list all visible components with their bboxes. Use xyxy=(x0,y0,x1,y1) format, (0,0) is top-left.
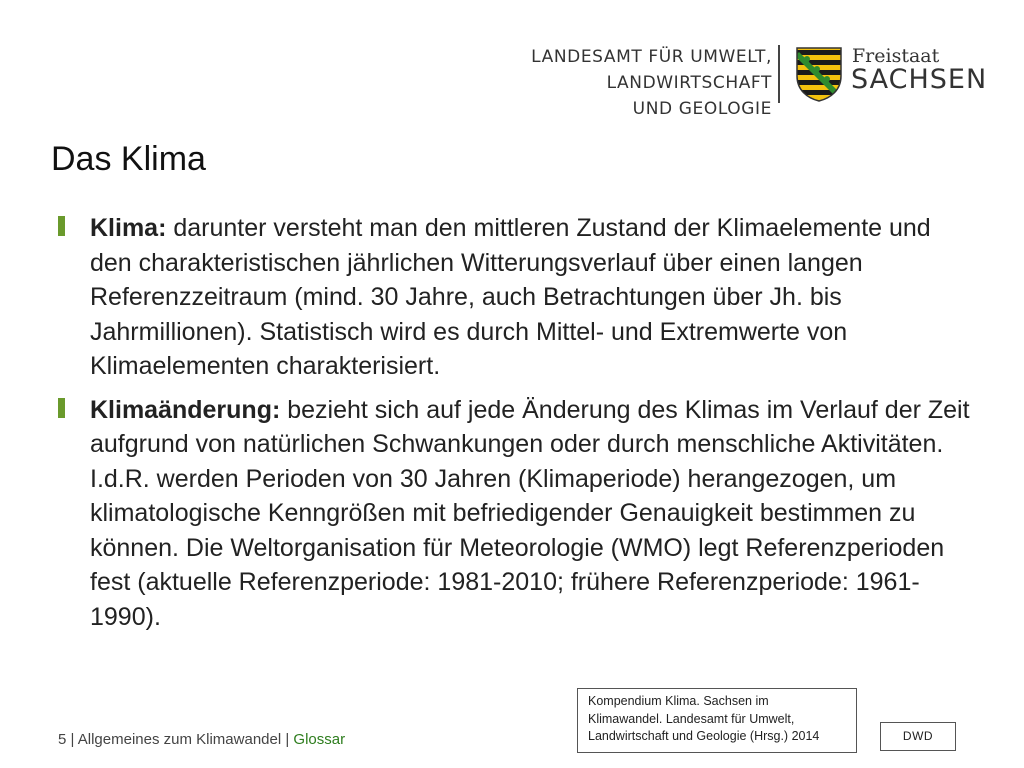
dwd-label: DWD xyxy=(880,722,956,751)
institution-line-3: UND GEOLOGIE xyxy=(632,99,772,119)
sachsen-label: SACHSEN xyxy=(851,64,988,95)
footer-separator: | xyxy=(281,731,294,748)
freistaat-label: Freistaat xyxy=(852,45,940,67)
institution-line-2: LANDWIRTSCHAFT xyxy=(606,73,772,93)
bullet-item-klimaaenderung xyxy=(58,393,978,635)
bullet-text xyxy=(90,211,978,384)
source-line-3: Landwirtschaft und Geologie (Hrsg.) 2014 xyxy=(588,729,820,743)
source-line-2: Klimawandel. Landesamt für Umwelt, xyxy=(588,711,795,726)
footer-separator: | xyxy=(66,731,78,748)
bullet-text xyxy=(90,393,978,635)
bullet-item-klima xyxy=(58,211,978,384)
bullet-marker xyxy=(58,216,65,236)
source-line-1: Kompendium Klima. Sachsen im xyxy=(588,694,769,708)
bullet-list xyxy=(58,211,978,643)
footer-breadcrumb xyxy=(58,731,345,748)
bullet-description: bezieht sich auf jede Änderung des Klimas im Verlauf der Zeit aufgrund von natürlichen Schwankungen oder durch menschliche Aktivitäten. I.d.R. werden Perioden von 30 Jahren (Klimaperiode) herangezogen, um klimatologische Kenngrößen mit befriedigender Genauigkeit bestimmen zu können. Die Weltorganisation für Meteorologie (WMO) legt Referenzperioden fest (aktuelle Referenzperiode: 1981-2010; frühere Referenzperiode: 1961-1990). xyxy=(90,395,970,631)
footer-section: Allgemeines zum Klimawandel xyxy=(77,731,282,748)
page-title: Das Klima xyxy=(51,140,206,178)
institution-name xyxy=(531,44,772,122)
logo-divider xyxy=(778,45,780,103)
institution-line-1: LANDESAMT FÜR UMWELT, xyxy=(531,47,772,67)
glossar-link[interactable]: Glossar xyxy=(293,731,346,748)
bullet-term: Klima: xyxy=(90,214,167,242)
bullet-description: darunter versteht man den mittleren Zustand der Klimaelemente und den charakteristischen jährlichen Witterungsverlauf über einen langen Referenzzeitraum (mind. 30 Jahre, auch Betrachtungen über Jh. bis Jahrmillionen). Statistisch wird es durch Mittel- und Extremwerte von Klimaelementen charakterisiert. xyxy=(90,214,931,380)
saxony-coat-of-arms-icon xyxy=(795,46,843,102)
page-number: 5 xyxy=(58,731,67,748)
bullet-marker xyxy=(58,398,65,418)
bullet-term: Klimaänderung: xyxy=(90,395,281,424)
source-citation xyxy=(577,688,857,753)
